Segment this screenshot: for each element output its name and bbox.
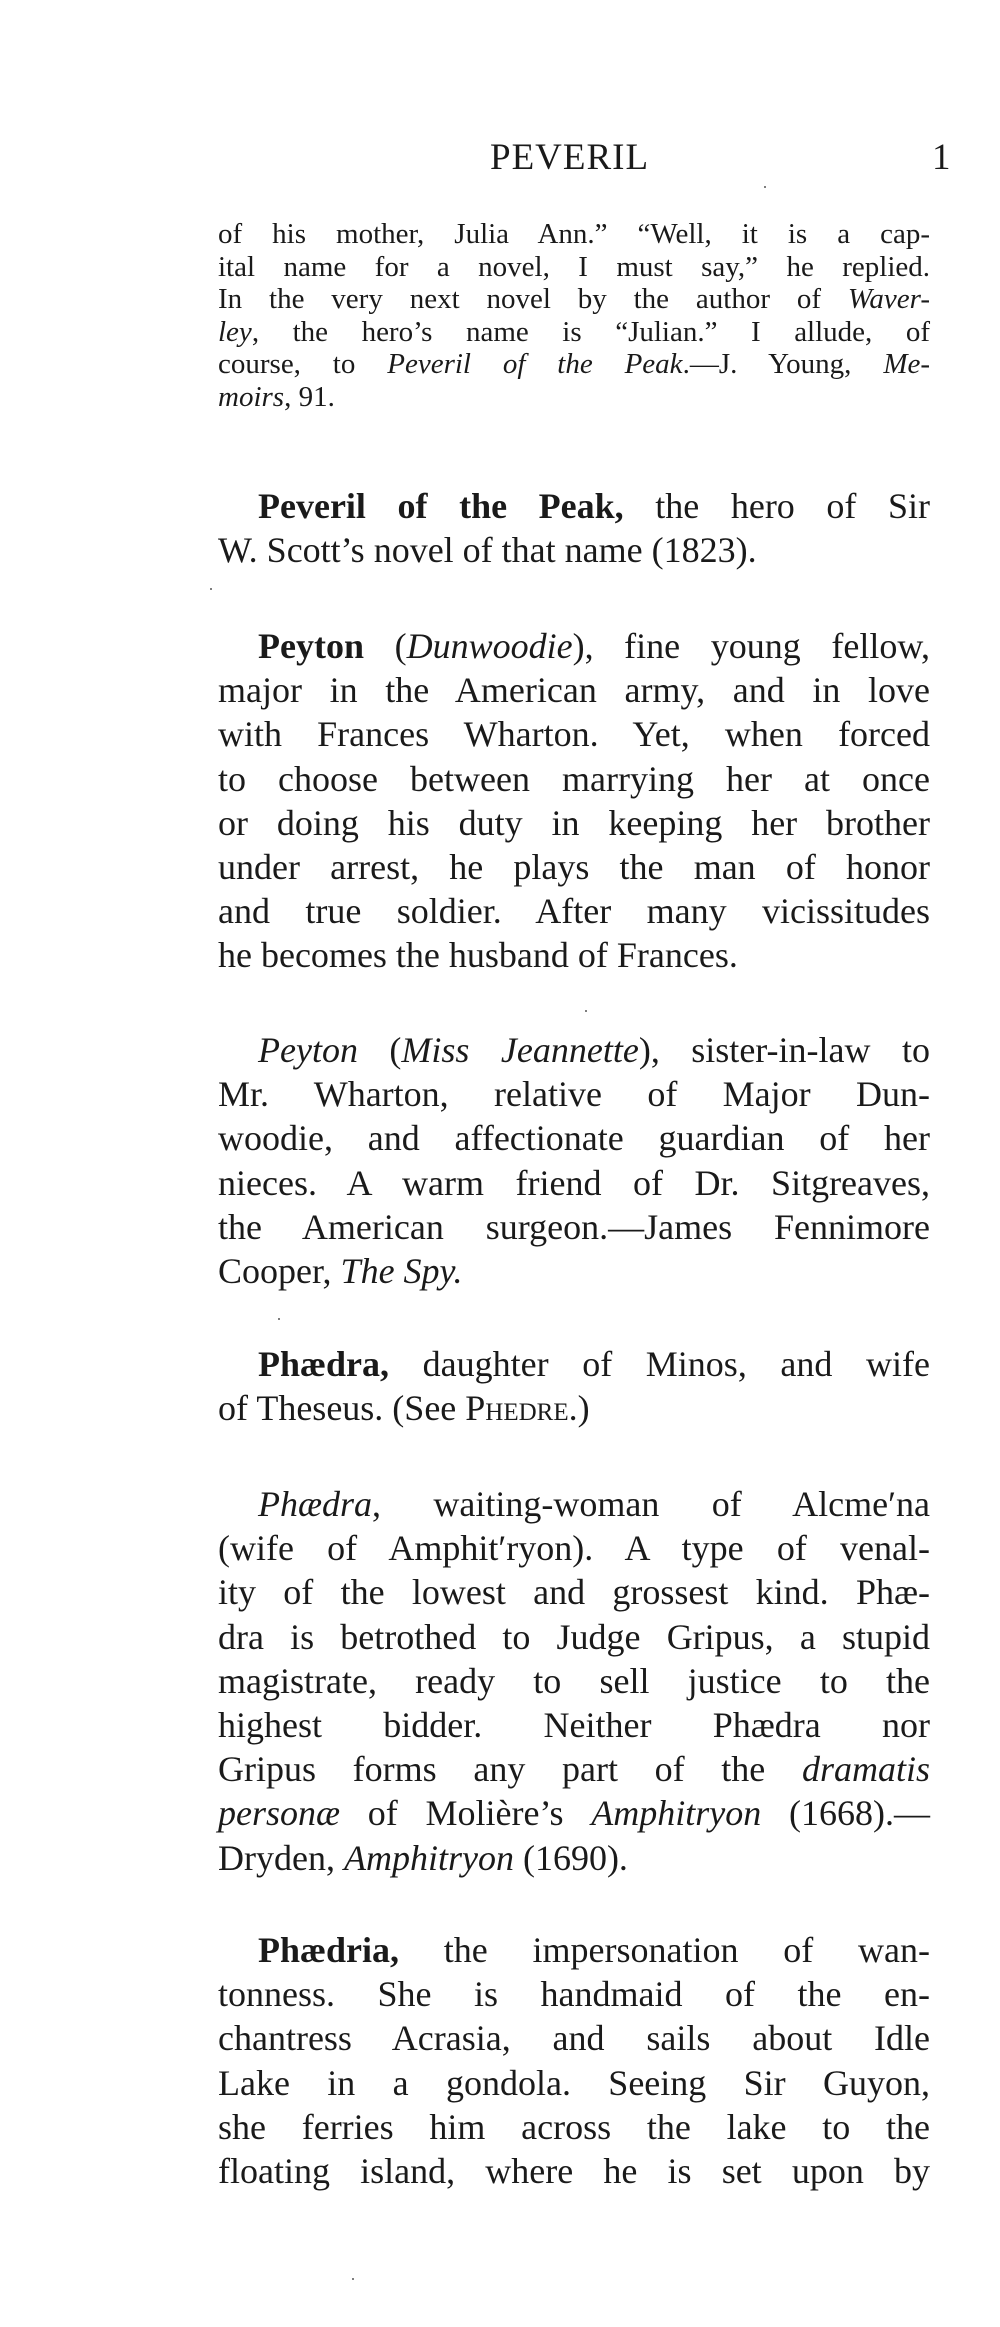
text-line: (wife of Amphit′ryon). A type of venal- bbox=[218, 1528, 930, 1569]
text-line: he becomes the husband of Frances. bbox=[218, 935, 738, 976]
text-line: woodie, and affectionate guardian of her bbox=[218, 1118, 930, 1159]
text-line: Peyton (Dunwoodie), fine young fellow, bbox=[258, 626, 930, 666]
text-line: tonness. She is handmaid of the en- bbox=[218, 1974, 930, 2015]
text-line: she ferries him across the lake to the bbox=[218, 2106, 930, 2147]
text-line: with Frances Wharton. Yet, when forced bbox=[218, 714, 930, 755]
text-line: nieces. A warm friend of Dr. Sitgreaves, bbox=[218, 1162, 930, 1203]
work-title: The Spy. bbox=[340, 1251, 463, 1292]
text-line: magistrate, ready to sell justice to the bbox=[218, 1660, 930, 1701]
work-title: Me- bbox=[883, 348, 930, 380]
text-line: and true soldier. After many vicissitudes bbox=[218, 891, 930, 932]
text-line: to choose between marrying her at once bbox=[218, 758, 930, 799]
text-line: of Theseus. (See Phedre.) bbox=[218, 1388, 590, 1429]
text-line: W. Scott’s novel of that name (1823). bbox=[218, 530, 757, 571]
headword: Phædria, bbox=[258, 1930, 400, 1970]
text-line: highest bidder. Neither Phædra nor bbox=[218, 1705, 930, 1746]
print-speck bbox=[585, 1010, 587, 1012]
headword: Phædra bbox=[258, 1484, 373, 1524]
text-line: major in the American army, and in love bbox=[218, 670, 930, 711]
text-line: the American surgeon.—James Fennimore bbox=[218, 1206, 930, 1247]
work-title: Amphitryon bbox=[591, 1793, 762, 1834]
cross-reference: Phedre bbox=[465, 1388, 569, 1429]
running-title: PEVERIL bbox=[490, 137, 650, 178]
entry-peyton-dunwoodie bbox=[218, 624, 930, 978]
text-line: ital name for a novel, I must say,” he replied. bbox=[218, 250, 930, 283]
headword: Peyton bbox=[258, 1030, 358, 1070]
headword: Phædra, bbox=[258, 1344, 390, 1384]
entry-peveril-of-the-peak bbox=[218, 484, 930, 572]
text-line: or doing his duty in keeping her brother bbox=[218, 802, 930, 843]
text-line: Mr. Wharton, relative of Major Dun- bbox=[218, 1074, 930, 1115]
text-line: personæ of Molière’s Amphitryon (1668).— bbox=[218, 1793, 930, 1834]
text-line: Dryden, Amphitryon (1690). bbox=[218, 1837, 628, 1878]
text-line: course, to Peveril of the Peak.—J. Young, Me- bbox=[218, 348, 930, 380]
quotation-paragraph bbox=[218, 218, 930, 413]
text-line: Peyton (Miss Jeannette), sister-in-law to bbox=[258, 1030, 930, 1070]
print-speck bbox=[764, 186, 766, 188]
text-line: chantress Acrasia, and sails about Idle bbox=[218, 2018, 930, 2059]
text-line: ity of the lowest and grossest kind. Phæ- bbox=[218, 1572, 930, 1613]
text-line: dra is betrothed to Judge Gripus, a stupid bbox=[218, 1616, 930, 1657]
text-line: ley, the hero’s name is “Julian.” I allude, of bbox=[218, 315, 930, 348]
text-line: of his mother, Julia Ann.” “Well, it is a cap- bbox=[218, 218, 930, 250]
work-title: Amphitryon bbox=[343, 1837, 514, 1878]
headword: Peyton bbox=[258, 626, 364, 666]
text-line: Phædria, the impersonation of wan- bbox=[258, 1930, 930, 1970]
text-line: under arrest, he plays the man of honor bbox=[218, 847, 930, 888]
print-speck bbox=[278, 1318, 280, 1320]
text-line: floating island, where he is set upon by bbox=[218, 2151, 930, 2192]
page-number: 1 bbox=[932, 137, 951, 178]
work-title: ley bbox=[218, 315, 252, 348]
text-line: Gripus forms any part of the dramatis bbox=[218, 1749, 930, 1790]
text-line: Peveril of the Peak, the hero of Sir bbox=[258, 486, 930, 526]
text-line: In the very next novel by the author of Waver- bbox=[218, 283, 930, 315]
entry-phaedra-waiting-woman bbox=[218, 1482, 930, 1880]
work-title: moirs bbox=[218, 380, 285, 413]
work-title: Peveril of the Peak bbox=[387, 348, 683, 380]
running-head bbox=[0, 136, 1000, 186]
entry-phaedra bbox=[218, 1342, 930, 1430]
print-speck bbox=[210, 588, 212, 590]
work-title: Waver- bbox=[847, 283, 930, 315]
headword: Peveril of the Peak, bbox=[258, 486, 624, 526]
text-line: moirs, 91. bbox=[218, 380, 335, 413]
text-line: Phædra, waiting-woman of Alcme′na bbox=[258, 1484, 930, 1524]
text-line: Lake in a gondola. Seeing Sir Guyon, bbox=[218, 2062, 930, 2103]
entry-phaedria bbox=[218, 1928, 930, 2193]
text-line: Cooper, The Spy. bbox=[218, 1251, 463, 1292]
print-speck bbox=[352, 2278, 354, 2280]
entry-peyton-miss-jeannette bbox=[218, 1028, 930, 1293]
text-line: Phædra, daughter of Minos, and wife bbox=[258, 1344, 930, 1384]
